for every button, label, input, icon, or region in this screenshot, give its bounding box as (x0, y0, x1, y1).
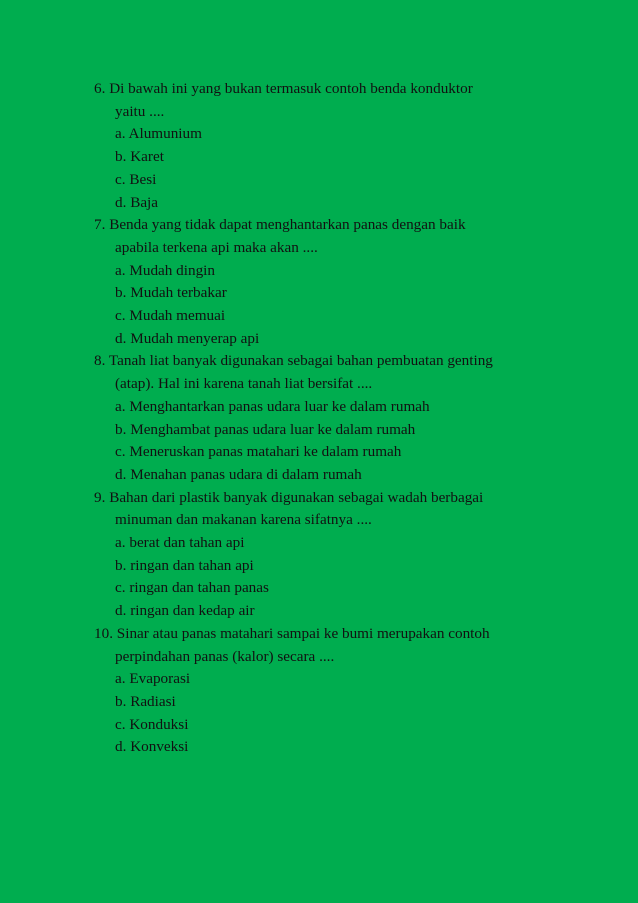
question-number: 8. (94, 352, 106, 370)
question-list (94, 78, 564, 759)
question-stem-line-2: perpindahan panas (kalor) secara .... (115, 647, 335, 665)
option-letter: a. (115, 397, 126, 415)
option-text: berat dan tahan api (129, 534, 245, 552)
option-text: Konveksi (130, 738, 189, 756)
option-text: Menahan panas udara di dalam rumah (130, 465, 362, 483)
option-text: ringan dan tahan panas (129, 579, 269, 597)
question-number: 7. (94, 216, 106, 234)
question-6 (94, 78, 564, 214)
question-text: Tanah liat banyak digunakan sebagai bahan pembuatan genting (108, 352, 493, 370)
answer-options (94, 668, 564, 759)
answer-option-c (94, 169, 564, 192)
answer-option-b (94, 282, 564, 305)
option-text: Mudah terbakar (130, 284, 227, 302)
option-letter: b. (115, 692, 127, 710)
option-letter: b. (115, 556, 127, 574)
answer-option-c (94, 577, 564, 600)
option-letter: d. (115, 602, 127, 620)
answer-option-b (94, 419, 564, 442)
answer-options (94, 260, 564, 351)
answer-option-c (94, 305, 564, 328)
option-text: Mudah menyerap api (130, 329, 260, 347)
question-number: 6. (94, 80, 106, 97)
question-stem-line-2: minuman dan makanan karena sifatnya .... (115, 511, 372, 529)
option-text: Menghambat panas udara luar ke dalam rumah (130, 420, 416, 438)
question-text: Sinar atau panas matahari sampai ke bumi merupakan contoh (116, 624, 490, 642)
answer-option-d (94, 192, 564, 215)
question-stem-line-1 (94, 487, 564, 510)
answer-option-a (94, 123, 564, 146)
option-letter: b. (115, 420, 127, 438)
option-letter: c. (115, 170, 126, 188)
question-stem-line-2: yaitu .... (115, 102, 165, 120)
answer-options (94, 123, 564, 214)
question-stem-line-1 (94, 78, 564, 101)
answer-options (94, 532, 564, 623)
answer-option-b (94, 555, 564, 578)
option-text: ringan dan tahan api (130, 556, 254, 574)
option-text: Baja (130, 193, 159, 211)
question-text: Bahan dari plastik banyak digunakan sebagai wadah berbagai (109, 488, 484, 506)
answer-option-a (94, 396, 564, 419)
option-text: Meneruskan panas matahari ke dalam rumah (129, 443, 402, 461)
option-letter: c. (115, 443, 126, 461)
option-letter: b. (115, 148, 127, 166)
option-letter: c. (115, 715, 126, 733)
answer-option-a (94, 532, 564, 555)
option-text: Alumunium (128, 125, 202, 143)
option-text: Mudah memuai (129, 307, 226, 325)
option-text: ringan dan kedap air (130, 602, 255, 620)
question-text: Benda yang tidak dapat menghantarkan panas dengan baik (109, 216, 466, 234)
option-letter: d. (115, 738, 127, 756)
answer-option-a (94, 668, 564, 691)
answer-options (94, 396, 564, 487)
answer-option-c (94, 714, 564, 737)
answer-option-d (94, 600, 564, 623)
question-number: 9. (94, 488, 106, 506)
option-text: Menghantarkan panas udara luar ke dalam rumah (129, 397, 430, 415)
question-text: Di bawah ini yang bukan termasuk contoh benda konduktor (109, 80, 473, 97)
question-7 (94, 214, 564, 350)
question-stem-line-2: apabila terkena api maka akan .... (115, 238, 318, 256)
option-letter: a. (115, 534, 126, 552)
question-number: 10. (94, 624, 113, 642)
option-text: Evaporasi (129, 670, 191, 688)
option-text: Karet (130, 148, 164, 166)
option-letter: d. (115, 193, 127, 211)
question-9 (94, 487, 564, 623)
question-stem-line-1 (94, 350, 564, 373)
question-8 (94, 350, 564, 486)
option-letter: a. (115, 125, 126, 143)
option-letter: d. (115, 465, 127, 483)
option-letter: a. (115, 261, 126, 279)
answer-option-d (94, 736, 564, 759)
question-stem-line-2: (atap). Hal ini karena tanah liat bersifat .... (115, 375, 373, 393)
option-text: Radiasi (130, 692, 176, 710)
answer-option-d (94, 464, 564, 487)
answer-option-d (94, 328, 564, 351)
option-text: Mudah dingin (129, 261, 215, 279)
option-text: Besi (129, 170, 157, 188)
option-letter: a. (115, 670, 126, 688)
question-stem-line-1 (94, 214, 564, 237)
question-stem-line-1 (94, 623, 564, 646)
answer-option-a (94, 260, 564, 283)
option-letter: d. (115, 329, 127, 347)
option-letter: c. (115, 579, 126, 597)
answer-option-b (94, 691, 564, 714)
answer-option-b (94, 146, 564, 169)
option-text: Konduksi (129, 715, 189, 733)
question-10 (94, 623, 564, 759)
option-letter: c. (115, 307, 126, 325)
answer-option-c (94, 441, 564, 464)
option-letter: b. (115, 284, 127, 302)
